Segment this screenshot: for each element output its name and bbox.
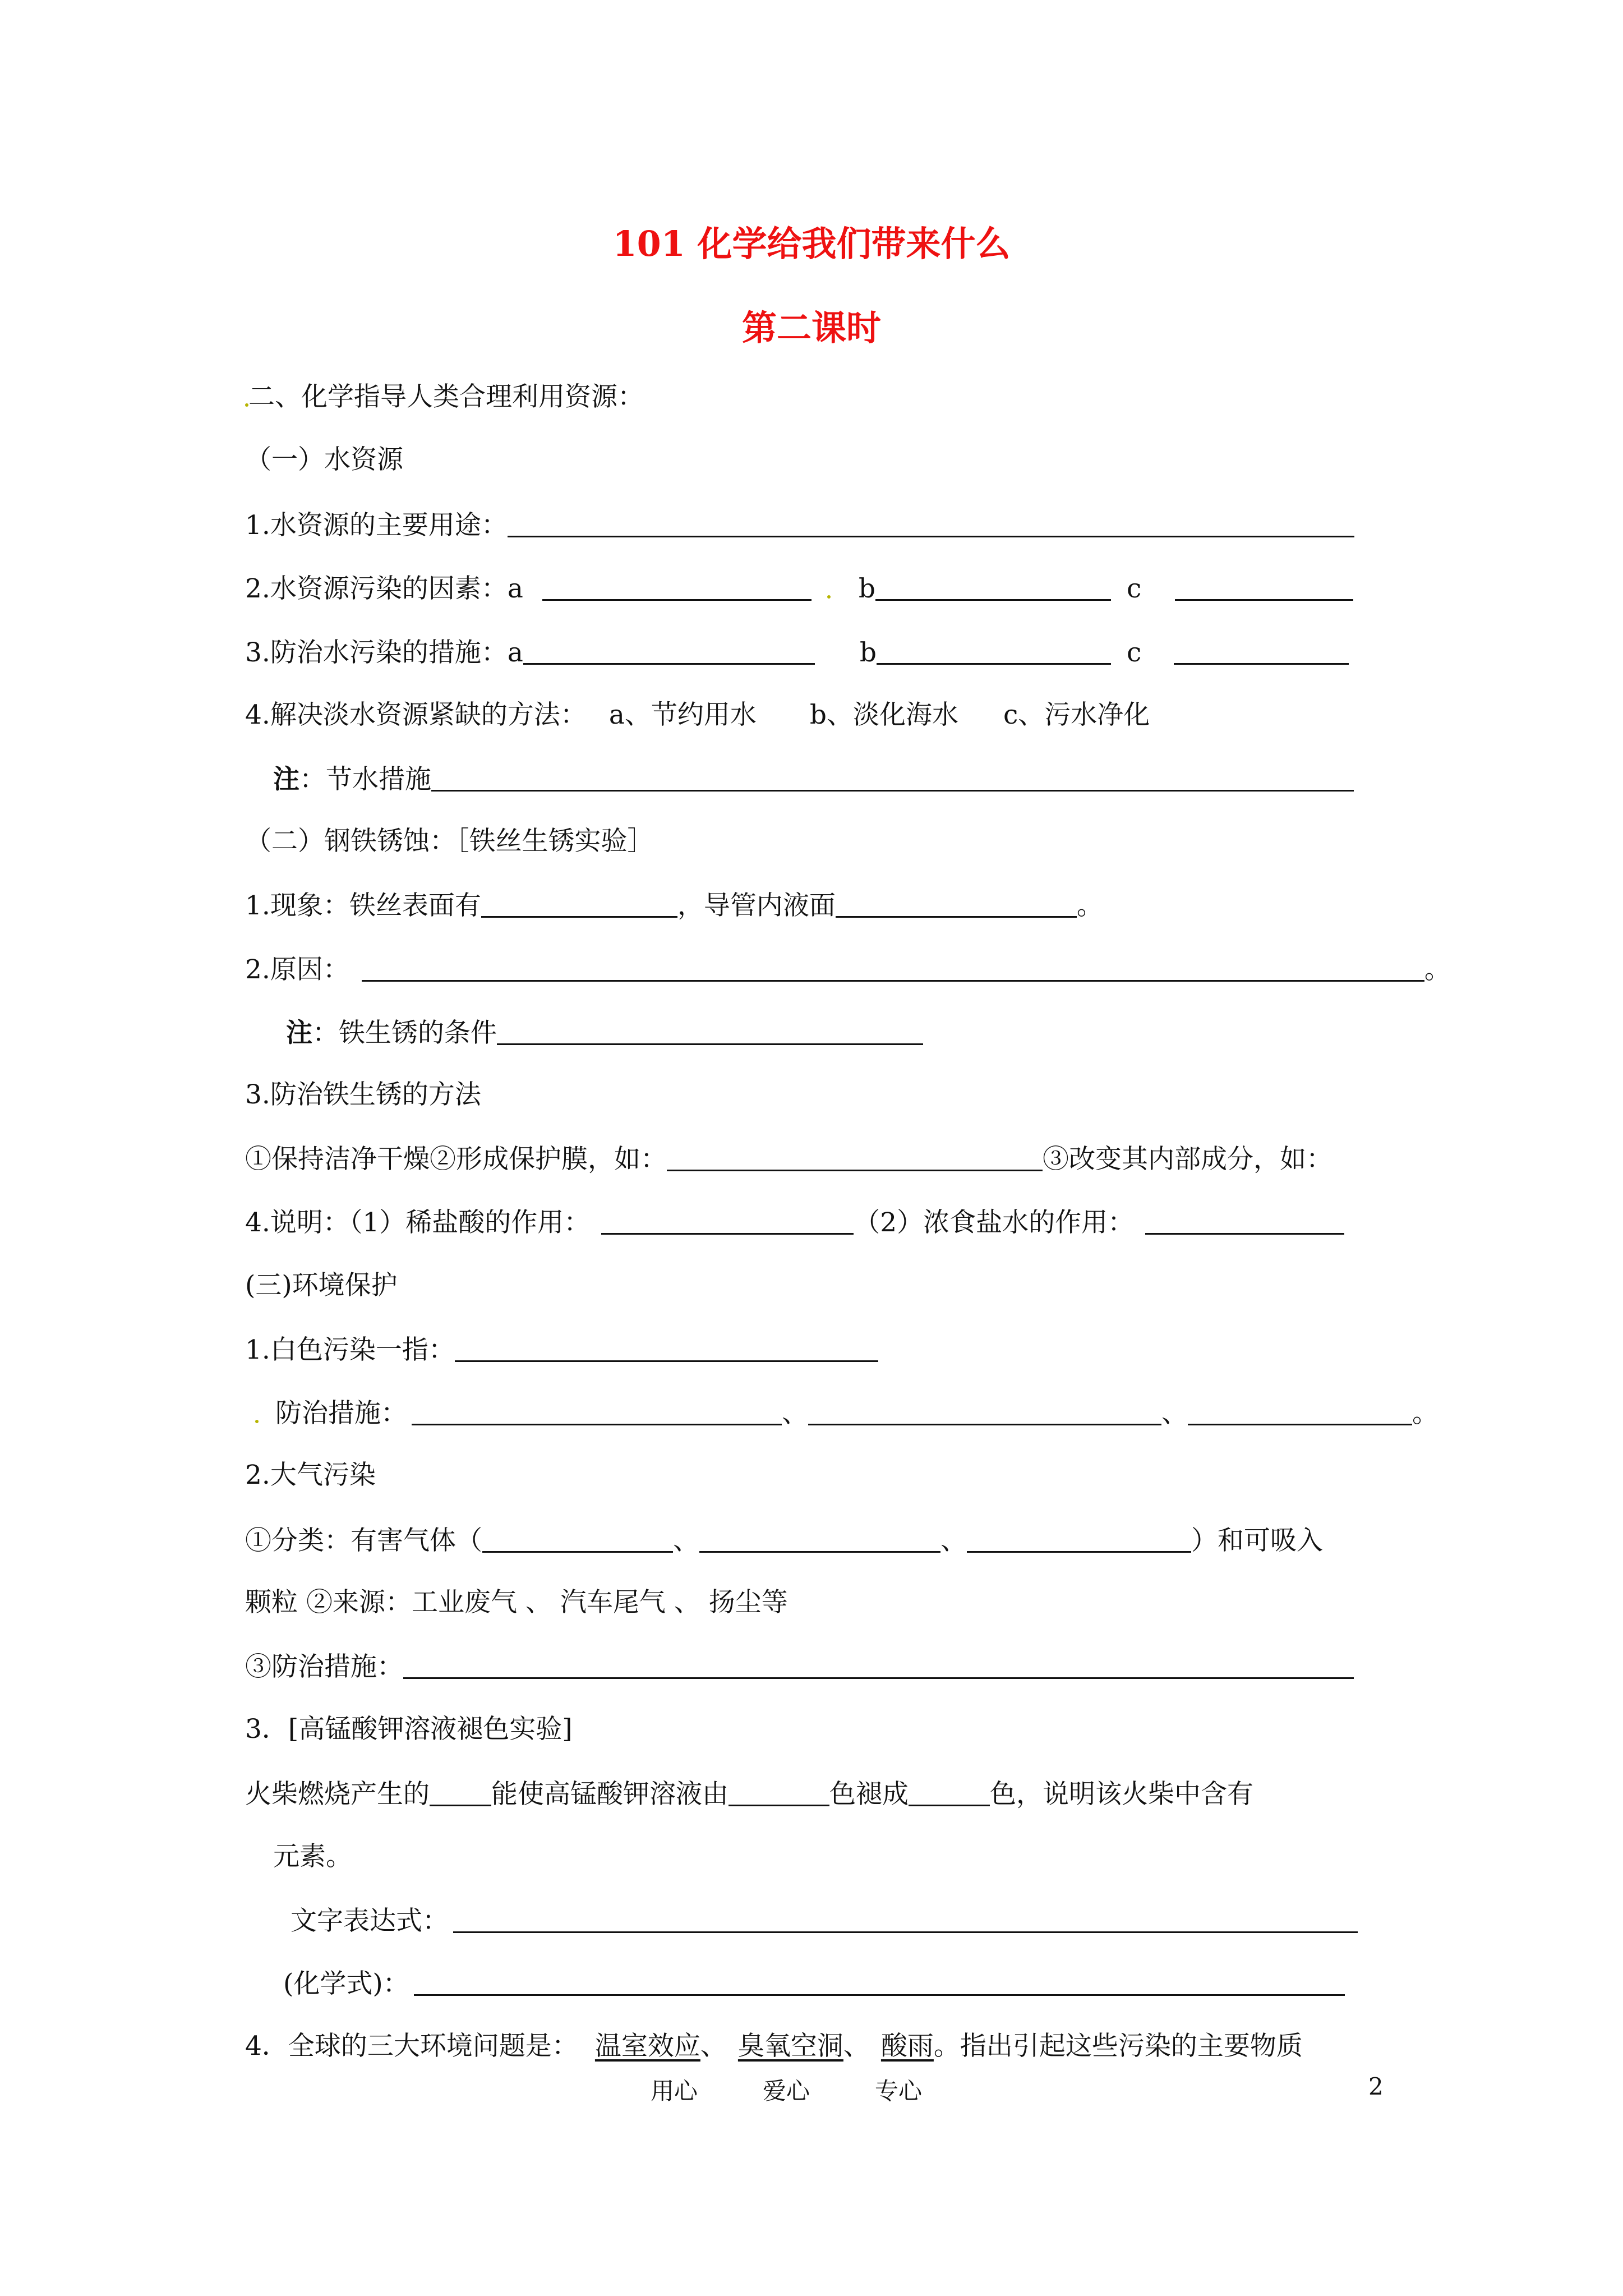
question-label: ①分类：有害气体（ <box>245 1525 482 1556</box>
question-label: 1.水资源的主要用途： <box>245 510 508 541</box>
experiment-text: 火柴燃烧产生的 <box>245 1779 430 1810</box>
experiment-text: 色褪成 <box>829 1779 909 1810</box>
question-label: 文字表达式： <box>291 1906 449 1936</box>
answer-blank[interactable] <box>1188 1399 1412 1425</box>
env-q3 <box>245 1713 573 1746</box>
answer-blank[interactable] <box>808 1399 1161 1425</box>
rust-note <box>286 1015 923 1050</box>
option-label: b <box>859 637 877 668</box>
question-label: 3.防治铁生锈的方法 <box>245 1079 481 1110</box>
env-experiment-cont <box>273 1840 352 1874</box>
question-label: 2.水资源污染的因素：a <box>245 573 523 604</box>
answer-blank[interactable] <box>967 1526 1191 1553</box>
answer-blank[interactable] <box>453 1907 1358 1933</box>
question-label: 2.原因： <box>245 954 349 985</box>
question-label: 3．[高锰酸钾溶液褪色实验] <box>245 1714 573 1745</box>
env-experiment <box>245 1777 1253 1811</box>
footer-word: 专心 <box>875 2077 923 2105</box>
note-text: ：铁生锈的条件 <box>312 1018 497 1048</box>
answer-blank[interactable] <box>508 511 1354 537</box>
problem-2: 臭氧空洞 <box>737 2031 843 2062</box>
method-b: b、淡化海水 <box>809 700 958 730</box>
water-q2 <box>245 571 1353 606</box>
question-label: 4.说明：（1）稀盐酸的作用： <box>245 1207 591 1238</box>
note-label: 注 <box>273 764 299 795</box>
answer-blank[interactable] <box>430 1780 491 1806</box>
separator: 、 <box>700 2031 727 2062</box>
question-label: 1.白色污染一指： <box>245 1335 455 1365</box>
answer-blank[interactable] <box>542 574 811 601</box>
water-note <box>273 762 1354 797</box>
water-heading <box>245 443 403 477</box>
rust-heading <box>245 825 654 858</box>
answer-blank[interactable] <box>1145 1208 1344 1235</box>
rust-heading-text: （二）钢铁锈蚀：［铁丝生锈实验］ <box>245 826 654 857</box>
answer-blank[interactable] <box>482 1526 673 1553</box>
answer-blank[interactable] <box>699 1526 940 1553</box>
footer-word: 爱心 <box>763 2077 810 2105</box>
answer-blank[interactable] <box>403 1653 1354 1679</box>
env-measures <box>255 1396 1438 1430</box>
rust-q1 <box>245 888 1103 923</box>
punctuation: 。 <box>1412 1398 1438 1429</box>
env-sources <box>245 1586 788 1619</box>
answer-blank[interactable] <box>481 891 677 918</box>
question-label: 。指出引起这些污染的主要物质 <box>933 2031 1303 2062</box>
question-label: （2）浓食盐水的作用： <box>854 1207 1135 1238</box>
answer-blank[interactable] <box>455 1336 878 1362</box>
answer-blank[interactable] <box>728 1780 829 1806</box>
question-label: (化学式)： <box>283 1968 409 1999</box>
question-label: ③防治措施： <box>245 1651 403 1682</box>
rust-q2 <box>245 952 1451 987</box>
question-label: 4.解决淡水资源紧缺的方法： <box>245 700 587 730</box>
footer-word: 用心 <box>651 2077 698 2105</box>
page-title: 101 化学给我们带来什么 <box>612 223 1011 264</box>
marker-dot <box>245 403 248 407</box>
separator: 、 <box>673 1525 699 1556</box>
method-1: ①保持洁净干燥 <box>245 1144 430 1175</box>
experiment-text: 色，说明该火柴中含有 <box>990 1779 1253 1810</box>
answer-blank[interactable] <box>523 638 815 665</box>
method-2: ②形成保护膜，如： <box>430 1144 667 1175</box>
rust-q3 <box>245 1078 481 1112</box>
question-label: ）和可吸入 <box>1191 1525 1323 1556</box>
experiment-text: 元素。 <box>273 1841 352 1872</box>
note-label: 注 <box>286 1018 312 1048</box>
separator: 、 <box>1161 1398 1188 1429</box>
env-heading <box>245 1269 398 1303</box>
answer-blank[interactable] <box>877 638 1111 665</box>
answer-blank[interactable] <box>836 891 1077 918</box>
method-a: a、节约用水 <box>608 700 757 730</box>
section-heading-text: 二、化学指导人类合理利用资源： <box>248 381 644 412</box>
env-q1 <box>245 1332 878 1367</box>
marker-dot <box>255 1420 259 1423</box>
punctuation: 。 <box>1424 954 1451 985</box>
water-q3 <box>245 635 1349 670</box>
separator: 、 <box>843 2031 870 2062</box>
env-chem-eq <box>283 1966 1345 2001</box>
option-label: b <box>858 573 875 604</box>
sources-text: 颗粒 ②来源：工业废气 、 汽车尾气 、 扬尘等 <box>245 1587 788 1618</box>
answer-blank[interactable] <box>667 1145 1043 1171</box>
answer-blank[interactable] <box>875 574 1111 601</box>
rust-q4 <box>245 1205 1344 1240</box>
experiment-text: 能使高锰酸钾溶液由 <box>491 1779 728 1810</box>
answer-blank[interactable] <box>431 765 1354 792</box>
answer-blank[interactable] <box>497 1019 923 1045</box>
measures-label: 防治措施： <box>275 1398 407 1429</box>
separator: 、 <box>940 1525 967 1556</box>
env-classify <box>245 1523 1323 1558</box>
water-heading-text: （一）水资源 <box>245 444 403 475</box>
punctuation: 。 <box>1076 890 1103 921</box>
water-q4 <box>245 698 1150 732</box>
marker-dot <box>827 595 831 599</box>
option-label: c <box>1126 573 1142 604</box>
question-label: 1.现象：铁丝表面有 <box>245 890 481 921</box>
answer-blank[interactable] <box>1174 638 1349 665</box>
water-q1 <box>245 508 1354 542</box>
method-3: ③改变其内部成分，如： <box>1043 1144 1332 1175</box>
separator: 、 <box>782 1398 808 1429</box>
question-label: 2.大气污染 <box>245 1460 376 1490</box>
problem-3: 酸雨 <box>880 2031 934 2062</box>
env-q4 <box>245 2030 1303 2063</box>
answer-blank[interactable] <box>909 1780 990 1806</box>
env-heading-text: (三)环境保护 <box>245 1270 398 1301</box>
method-c: c、污水净化 <box>1003 700 1150 730</box>
section-heading <box>245 380 644 414</box>
question-label: 3.防治水污染的措施：a <box>245 637 523 668</box>
answer-blank[interactable] <box>414 1970 1345 1996</box>
answer-blank[interactable] <box>1175 574 1353 601</box>
page-number: 2 <box>1368 2073 1384 2100</box>
answer-blank[interactable] <box>601 1208 854 1235</box>
question-label: ，导管内液面 <box>677 890 836 921</box>
answer-blank[interactable] <box>362 955 1424 982</box>
answer-blank[interactable] <box>412 1399 782 1425</box>
env-q2 <box>245 1458 376 1492</box>
question-label: 4．全球的三大环境问题是： <box>245 2031 578 2062</box>
env-word-eq <box>291 1903 1358 1938</box>
env-prevention <box>245 1649 1354 1684</box>
rust-methods <box>245 1142 1332 1176</box>
note-text: ：节水措施 <box>299 764 431 795</box>
option-label: c <box>1126 637 1142 668</box>
problem-1: 温室效应 <box>594 2031 700 2062</box>
page-subtitle: 第二课时 <box>741 307 881 348</box>
